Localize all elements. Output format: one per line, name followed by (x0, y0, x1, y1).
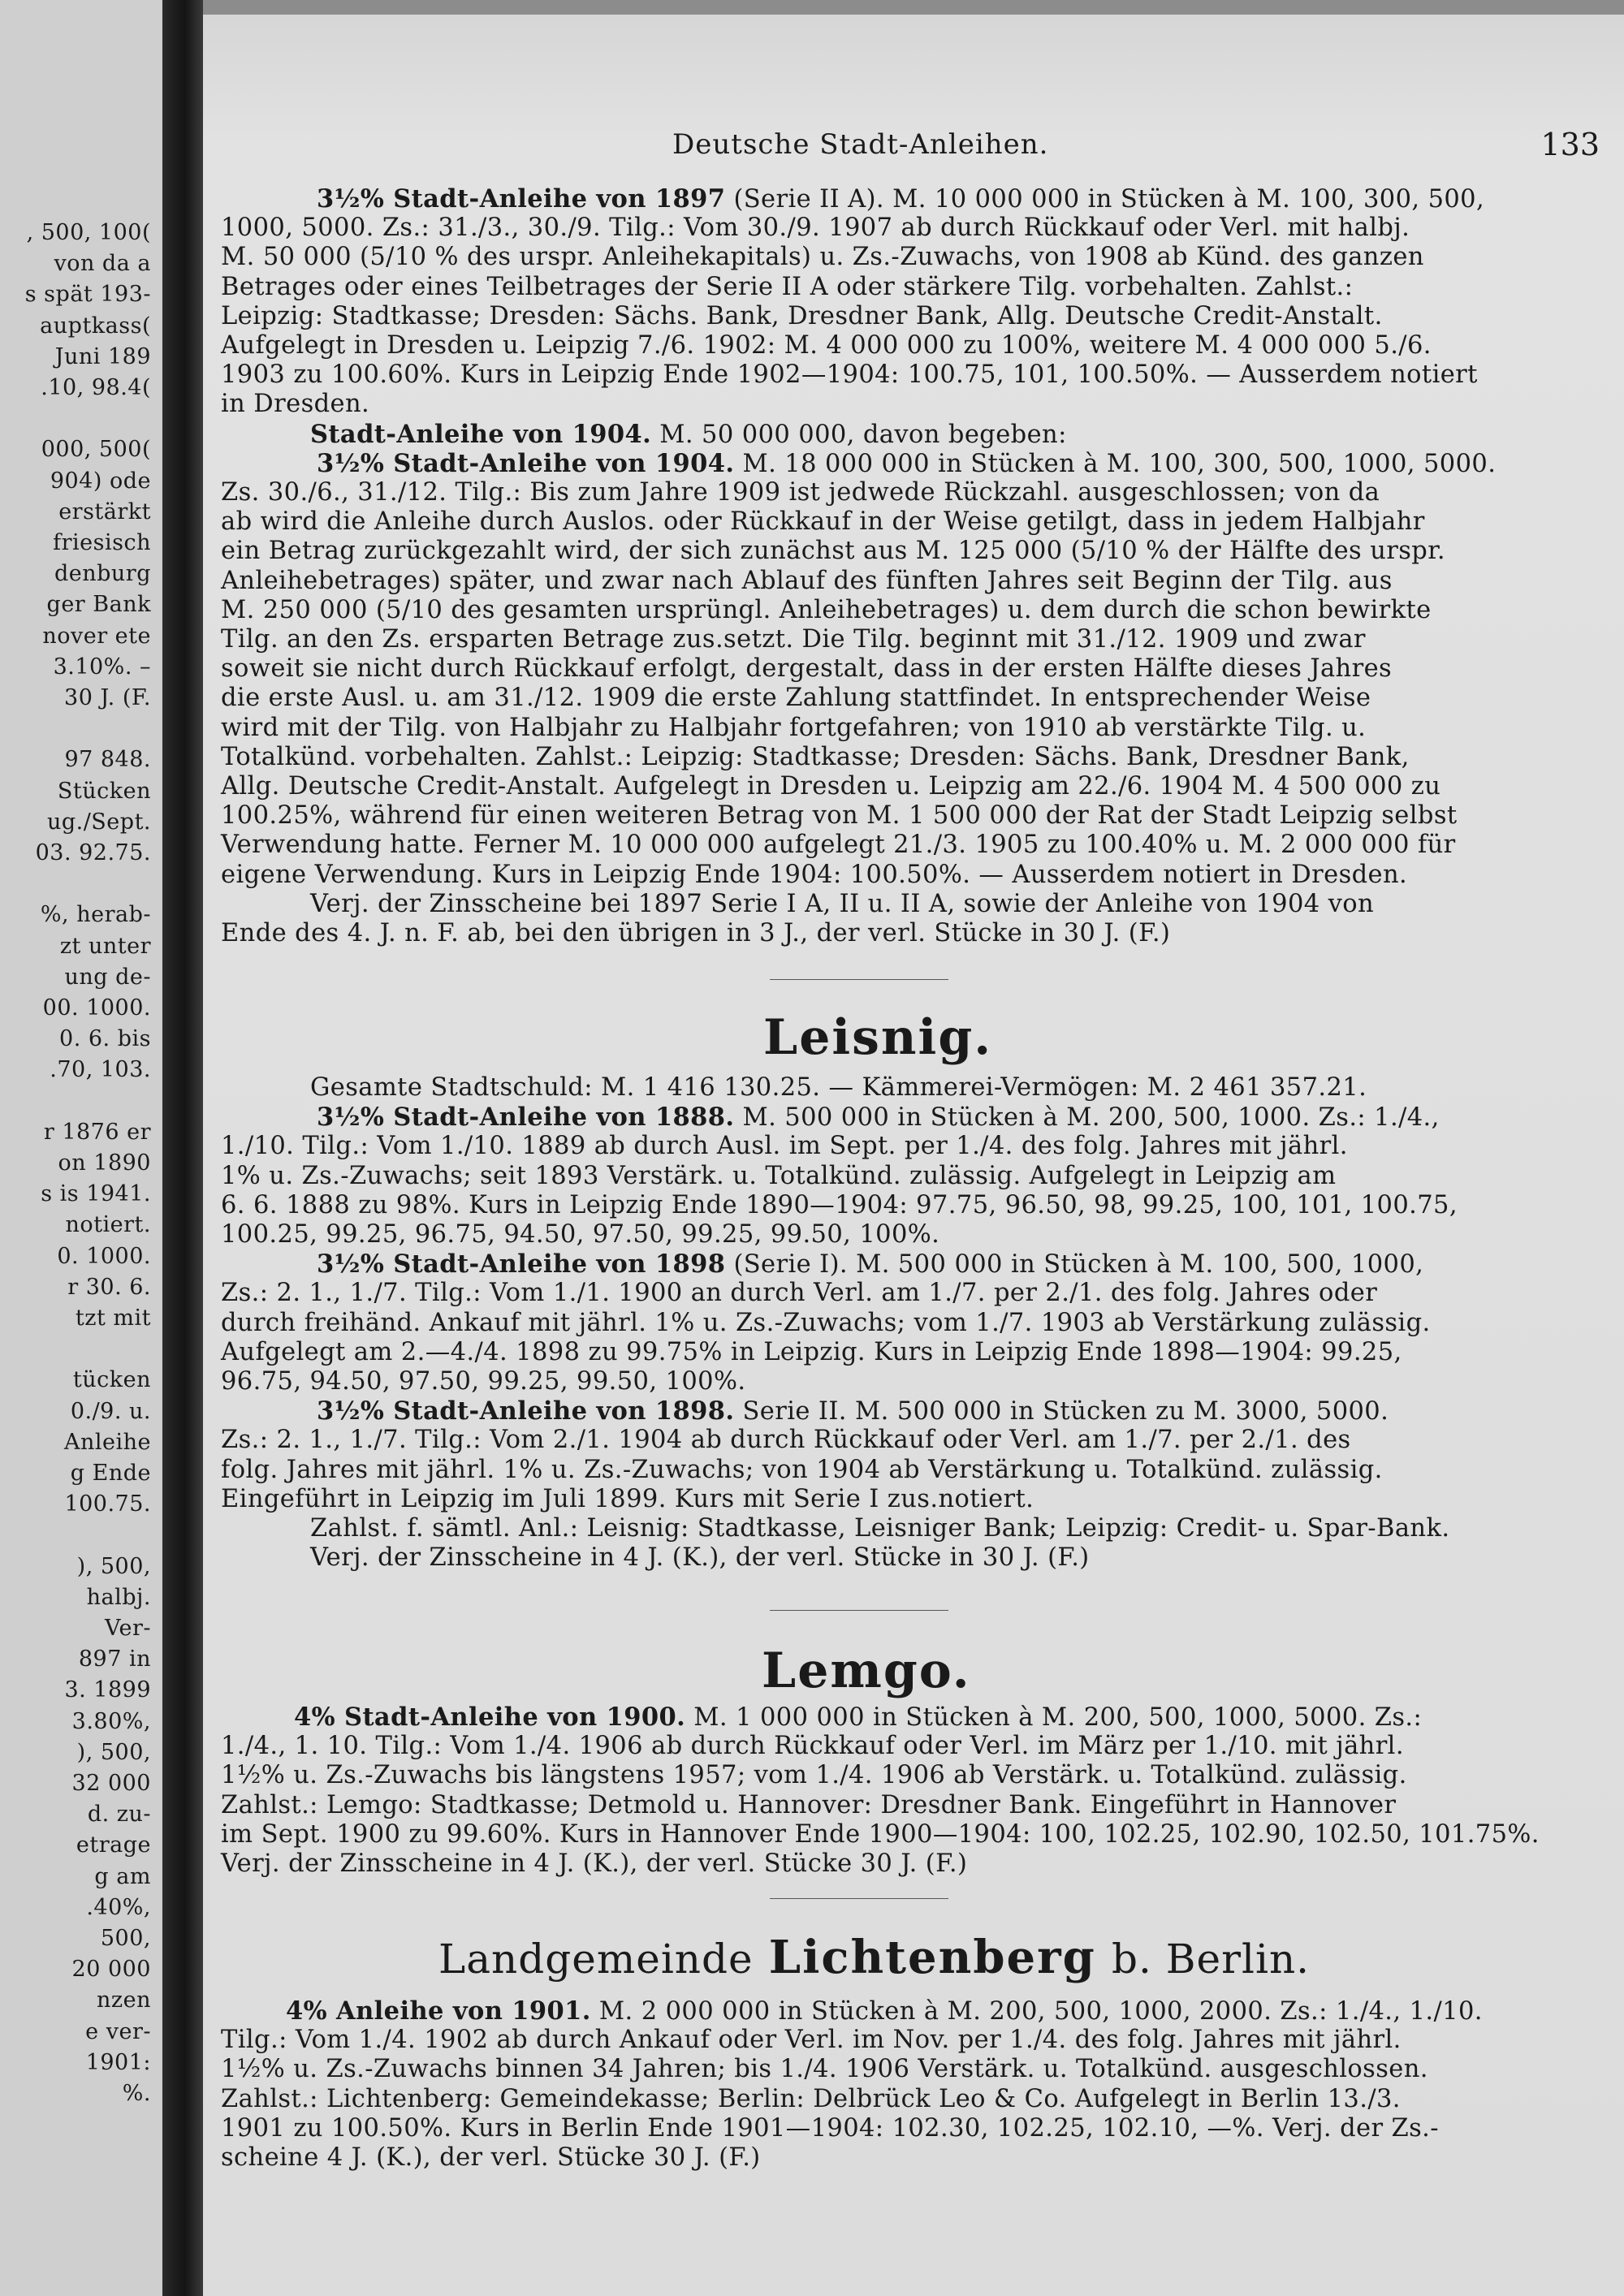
left-fragment-line: ug./Sept. (46, 809, 151, 835)
line-text: in Dresden. (221, 390, 370, 419)
text-line (221, 1368, 745, 1396)
left-fragment-line: nzen (97, 1987, 151, 2013)
text-line (221, 1762, 1407, 1789)
left-fragment-line: Stücken (57, 778, 151, 804)
left-fragment-line: 0. 6. bis (59, 1026, 151, 1052)
section-divider (770, 1610, 948, 1611)
text-line (221, 597, 1432, 624)
left-fragment-line: r 30. 6. (67, 1274, 151, 1300)
left-fragment-line: 30 J. (F. (64, 685, 151, 710)
text-line (221, 1426, 1351, 1454)
line-text: 1./4., 1. 10. Tilg.: Vom 1./4. 1906 ab durch Rückkauf oder Verl. im März per 1./10. mit jährl. (221, 1732, 1404, 1761)
text-line (221, 1792, 1396, 1819)
left-fragment-line: 897 in (78, 1646, 151, 1672)
left-fragment-line: ung de- (64, 964, 151, 990)
left-fragment-line: %, herab- (40, 902, 151, 928)
left-fragment-line: e ver- (85, 2018, 151, 2044)
left-fragment-line: 3.80%, (71, 1708, 151, 1734)
town-heading-leisnig: Leisnig. (763, 1009, 993, 1066)
line-text: die erste Ausl. u. am 31./12. 1909 die erste Zahlung stattfindet. In entsprechender Weise (221, 684, 1371, 713)
town-heading-lemgo: Lemgo. (762, 1642, 971, 1699)
left-fragment-line: etrage (76, 1832, 151, 1858)
left-fragment-line: friesisch (53, 530, 151, 555)
text-line (221, 2056, 1428, 2083)
left-fragment-line: .70, 103. (50, 1057, 151, 1083)
line-text: Zs.: 2. 1., 1./7. Tilg.: Vom 1./1. 1900 an durch Verl. am 1./7. per 2./1. des folg. Jahres oder (221, 1279, 1378, 1308)
left-fragment-line: r 1876 er (43, 1119, 151, 1145)
line-text: 100.25%, während für einen weiteren Betrag von M. 1 500 000 der Rat der Stadt Leipzig selbst (221, 801, 1458, 831)
line-text: (Serie I). M. 500 000 in Stücken à M. 100, 500, 1000, (725, 1250, 1424, 1280)
line-text: Tilg.: Vom 1./4. 1902 ab durch Ankauf oder Verl. im Nov. per 1./4. des folg. Jahres mit jährl. (221, 2026, 1402, 2055)
left-fragment-line: s spät 193- (24, 282, 151, 308)
line-text: Anleihebetrages) später, und zwar nach Ablauf des fünften Jahres seit Beginn der Tilg. aus (221, 566, 1393, 595)
left-fragment-line: notiert. (65, 1212, 151, 1238)
left-fragment-line: 904) ode (50, 468, 151, 494)
text-line (221, 244, 1424, 271)
left-fragment-line: , 500, 100( (26, 220, 151, 245)
line-text: 1901 zu 100.50%. Kurs in Berlin Ende 1901—1904: 102.30, 102.25, 102.10, —%. Verj. der Zs.- (221, 2113, 1439, 2143)
text-line (221, 1457, 1383, 1484)
text-line (221, 537, 1445, 565)
text-line (221, 479, 1380, 507)
text-line (317, 1397, 1389, 1426)
town-heading-lichtenberg (438, 1931, 1310, 1984)
heading-town: Lichtenberg (768, 1931, 1096, 1984)
text-line (221, 568, 1393, 595)
line-text: durch freihänd. Ankauf mit jährl. 1% u. Zs.-Zuwachs; vom 1./7. 1903 ab Verstärkung zulässig. (221, 1308, 1431, 1337)
heading-prefix: Landgemeinde (438, 1936, 754, 1983)
left-fragment-line: 03. 92.75. (35, 840, 151, 865)
line-text: wird mit der Tilg. von Halbjahr zu Halbjahr fortgefahren; von 1910 ab verstärkte Tilg. u. (221, 713, 1367, 742)
text-line (221, 2115, 1439, 2143)
loan-title: Stadt-Anleihe von 1904. (310, 419, 652, 449)
left-fragment-line: von da a (54, 251, 151, 277)
text-line (221, 2086, 1401, 2113)
text-line (221, 1821, 1540, 1849)
left-fragment-line: ), 500, (76, 1553, 151, 1579)
line-text: Verj. der Zinsscheine in 4 J. (K.), der verl. Stücke 30 J. (F.) (221, 1849, 968, 1878)
text-line (221, 1163, 1336, 1190)
line-text: 1% u. Zs.-Zuwachs; seit 1893 Verstärk. u. Totalkünd. zulässig. Aufgelegt in Leipzig am (221, 1161, 1337, 1190)
text-line (310, 891, 1374, 918)
left-fragment-line: denburg (54, 561, 151, 587)
running-head: Deutsche Stadt-Anleihen. (672, 128, 1049, 161)
loan-title: 4% Anleihe von 1901. (286, 1996, 591, 2026)
text-line (221, 214, 1410, 242)
left-fragment-line: 97 848. (64, 747, 151, 773)
line-text: Zahlst.: Lichtenberg: Gemeindekasse; Berlin: Delbrück Leo & Co. Aufgelegt in Berlin 13./3. (221, 2084, 1401, 2113)
left-fragment-line: 0./9. u. (70, 1398, 151, 1424)
left-fragment-line: .10, 98.4( (41, 375, 151, 400)
line-text: M. 50 000 000, davon begeben: (651, 420, 1067, 449)
left-fragment-line: erstärkt (58, 498, 151, 524)
line-text: M. 18 000 000 in Stücken à M. 100, 300, 500, 1000, 5000. (734, 449, 1497, 478)
left-fragment-line: %. (122, 2081, 151, 2106)
text-line (221, 1339, 1402, 1366)
text-line (221, 1486, 1034, 1513)
line-text: Gesamte Stadtschuld: M. 1 416 130.25. — Kämmerei-Vermögen: M. 2 461 357.21. (310, 1073, 1367, 1102)
line-text: folg. Jahres mit jährl. 1% u. Zs.-Zuwachs; von 1904 ab Verstärkung u. Totalkünd. zulässig. (221, 1455, 1383, 1484)
line-text: Ende des 4. J. n. F. ab, bei den übrigen in 3 J., der verl. Stücke in 30 J. (F.) (221, 919, 1171, 947)
left-fragment-line: g Ende (70, 1461, 151, 1486)
left-fragment-line: ger Bank (46, 592, 151, 618)
left-fragment-line: Anleihe (63, 1429, 151, 1455)
text-line (221, 303, 1383, 330)
line-text: Leipzig: Stadtkasse; Dresden: Sächs. Bank, Dresdner Bank, Allg. Deutsche Credit-Anstalt. (221, 301, 1383, 330)
main-page (203, 15, 1624, 2296)
line-text: M. 1 000 000 in Stücken à M. 200, 500, 1000, 5000. Zs.: (685, 1703, 1423, 1732)
text-line (221, 626, 1366, 654)
text-line (221, 1192, 1458, 1219)
line-text: Serie II. M. 500 000 in Stücken zu M. 3000, 5000. (734, 1397, 1389, 1426)
line-text: Aufgelegt am 2.—4./4. 1898 zu 99.75% in Leipzig. Kurs in Leipzig Ende 1898—1904: 99.25, (221, 1337, 1402, 1366)
left-fragment-line: s is 1941. (41, 1181, 151, 1207)
text-line (221, 655, 1392, 683)
line-text: M. 50 000 (5/10 % des urspr. Anleihekapitals) u. Zs.-Zuwachs, von 1908 ab Künd. des ganzen (221, 243, 1424, 272)
left-fragment-line: on 1890 (58, 1150, 151, 1176)
loan-title: 4% Stadt-Anleihe von 1900. (294, 1703, 686, 1732)
text-line (221, 744, 1410, 771)
text-line (221, 831, 1456, 859)
loan-title: 3½% Stadt-Anleihe von 1898 (317, 1249, 726, 1280)
line-text: 1903 zu 100.60%. Kurs in Leipzig Ende 1902—1904: 100.75, 101, 100.50%. — Ausserdem notiert (221, 360, 1478, 390)
text-line (221, 684, 1371, 712)
text-line (221, 861, 1407, 889)
line-text: Zahlst. f. sämtl. Anl.: Leisnig: Stadtkasse, Leisniger Bank; Leipzig: Credit- u. Spar-Bank. (310, 1514, 1450, 1543)
text-line (221, 332, 1432, 360)
left-fragment-line: 3. 1899 (64, 1677, 151, 1703)
text-line (221, 920, 1170, 947)
text-line (310, 1544, 1090, 1572)
left-fragment-line: Ver- (104, 1616, 151, 1641)
text-line (221, 1221, 939, 1249)
left-fragment-line: 3.10%. – (53, 654, 151, 680)
line-text: soweit sie nicht durch Rückkauf erfolgt, dergestalt, dass in der ersten Hälfte dieses Jahres (221, 654, 1393, 684)
heading-suffix: b. Berlin. (1111, 1936, 1311, 1983)
line-text: M. 2 000 000 in Stücken à M. 200, 500, 1000, 2000. Zs.: 1./4., 1./10. (590, 1997, 1483, 2026)
line-text: Aufgelegt in Dresden u. Leipzig 7./6. 1902: M. 4 000 000 zu 100%, weitere M. 4 000 000 5./6. (221, 331, 1432, 360)
text-line (221, 1133, 1348, 1160)
text-line (310, 421, 1067, 449)
line-text: 1./10. Tilg.: Vom 1./10. 1889 ab durch Ausl. im Sept. per 1./4. des folg. Jahres mit jährl. (221, 1132, 1348, 1161)
line-text: ab wird die Anleihe durch Auslos. oder Rückkauf in der Weise getilgt, dass in jedem Halbjahr (221, 507, 1425, 537)
text-line (221, 1310, 1431, 1337)
left-fragment-line: zt unter (59, 933, 151, 959)
line-text: 96.75, 94.50, 97.50, 99.25, 99.50, 100%. (221, 1367, 746, 1396)
text-line (221, 274, 1353, 301)
left-fragment-line: d. zu- (87, 1802, 151, 1828)
left-fragment-line: tücken (72, 1367, 151, 1393)
text-line (221, 2026, 1402, 2054)
left-fragment-line: 100.75. (64, 1491, 151, 1517)
left-fragment-line: 0. 1000. (57, 1243, 151, 1269)
line-text: 1½% u. Zs.-Zuwachs binnen 34 Jahren; bis 1./4. 1906 Verstärk. u. Totalkünd. ausgeschlossen. (221, 2055, 1428, 2084)
loan-title: 3½% Stadt-Anleihe von 1898. (317, 1396, 735, 1426)
line-text: Zs. 30./6., 31./12. Tilg.: Bis zum Jahre 1909 ist jedwede Rückzahl. ausgeschlossen; von da (221, 478, 1380, 507)
text-line (221, 1280, 1377, 1307)
section-divider (770, 1898, 948, 1899)
text-line (221, 1850, 967, 1878)
left-fragment-line: g am (94, 1863, 151, 1889)
left-fragment-line: Juni 189 (54, 343, 151, 369)
text-line (317, 1103, 1440, 1132)
line-text: Verj. der Zinsscheine bei 1897 Serie I A, II u. II A, sowie der Anleihe von 1904 von (310, 889, 1375, 918)
line-text: Allg. Deutsche Credit-Anstalt. Aufgelegt in Dresden u. Leipzig am 22./6. 1904 M. 4 500 000 zu (221, 772, 1441, 801)
text-line (317, 1250, 1423, 1279)
text-line (310, 1515, 1449, 1543)
line-text: im Sept. 1900 zu 99.60%. Kurs in Hannover Ende 1900—1904: 100, 102.25, 102.90, 102.50, 101.75%. (221, 1819, 1540, 1849)
left-fragment-line: 1901: (85, 2049, 151, 2075)
text-line (221, 391, 369, 418)
text-line (221, 361, 1478, 389)
line-text: Zahlst.: Lemgo: Stadtkasse; Detmold u. Hannover: Dresdner Bank. Eingeführt in Hannover (221, 1790, 1397, 1819)
text-line (221, 508, 1425, 536)
line-text: ein Betrag zurückgezahlt wird, der sich zunächst aus M. 125 000 (5/10 % der Hälfte des urspr. (221, 537, 1445, 566)
line-text: 1½% u. Zs.-Zuwachs bis längstens 1957; vom 1./4. 1906 ab Verstärk. u. Totalkünd. zulässig. (221, 1761, 1407, 1790)
left-fragment-line: 20 000 (71, 1957, 151, 1983)
left-fragment-line: tzt mit (75, 1306, 151, 1331)
line-text: 6. 6. 1888 zu 98%. Kurs in Leipzig Ende 1890—1904: 97.75, 96.50, 98, 99.25, 100, 101, 100.75, (221, 1190, 1458, 1219)
line-text: Zs.: 2. 1., 1./7. Tilg.: Vom 2./1. 1904 ab durch Rückkauf oder Verl. am 1./7. per 2./1. des (221, 1426, 1351, 1455)
loan-title: 3½% Stadt-Anleihe von 1888. (317, 1103, 735, 1133)
text-line (221, 1733, 1404, 1760)
section-divider (770, 979, 948, 980)
line-text: M. 500 000 in Stücken à M. 200, 500, 1000. Zs.: 1./4., (734, 1103, 1440, 1133)
left-fragment-line: auptkass( (40, 313, 151, 339)
text-line (294, 1703, 1422, 1732)
line-text: Tilg. an den Zs. ersparten Betrage zus.setzt. Die Tilg. beginnt mit 31./12. 1909 und zwar (221, 625, 1366, 654)
line-text: 1000, 5000. Zs.: 31./3., 30./9. Tilg.: Vom 30./9. 1907 ab durch Rückkauf oder Verl. mit halbj. (221, 214, 1410, 243)
text-line (221, 714, 1366, 742)
left-fragment-line: 00. 1000. (42, 995, 151, 1021)
text-line (221, 773, 1440, 801)
text-line (310, 1074, 1367, 1102)
line-text: Verj. der Zinsscheine in 4 J. (K.), der verl. Stücke in 30 J. (F.) (310, 1543, 1090, 1573)
left-fragment-line: nover ete (42, 623, 151, 649)
text-line (317, 450, 1496, 478)
line-text: scheine 4 J. (K.), der verl. Stücke 30 J. (F.) (221, 2143, 761, 2172)
left-fragment-line: 000, 500( (41, 437, 151, 463)
left-fragment-line: 32 000 (71, 1771, 151, 1796)
left-page-fragment (0, 0, 162, 2296)
page-number: 133 (1540, 127, 1600, 162)
line-text: M. 250 000 (5/10 des gesamten ursprüngl. Anleihebetrages) u. dem durch die schon bewirkte (221, 595, 1432, 624)
line-text: 100.25, 99.25, 96.75, 94.50, 97.50, 99.25, 99.50, 100%. (221, 1220, 940, 1249)
line-text: eigene Verwendung. Kurs in Leipzig Ende 1904: 100.50%. — Ausserdem notiert in Dresden. (221, 860, 1408, 889)
left-fragment-line: ), 500, (76, 1739, 151, 1765)
left-fragment-line: .40%, (86, 1894, 151, 1920)
text-line (221, 2144, 761, 2172)
text-line (317, 185, 1484, 214)
line-text: Verwendung hatte. Ferner M. 10 000 000 aufgelegt 21./3. 1905 zu 100.40% u. M. 2 000 000 für (221, 831, 1456, 860)
loan-title: 3½% Stadt-Anleihe von 1904. (317, 448, 735, 478)
left-fragment-line: 500, (100, 1926, 151, 1951)
line-text: Eingeführt in Leipzig im Juli 1899. Kurs mit Serie I zus.notiert. (221, 1484, 1034, 1513)
book-gutter (162, 0, 203, 2296)
line-text: Totalkünd. vorbehalten. Zahlst.: Leipzig: Stadtkasse; Dresden: Sächs. Bank, Dresdner Bank, (221, 742, 1410, 771)
line-text: Betrages oder eines Teilbetrages der Serie II A oder stärkere Tilg. vorbehalten. Zahlst.: (221, 272, 1354, 301)
loan-title: 3½% Stadt-Anleihe von 1897 (317, 184, 726, 214)
text-line (221, 802, 1458, 830)
line-text: (Serie II A). M. 10 000 000 in Stücken à M. 100, 300, 500, (725, 185, 1485, 214)
text-line (286, 1997, 1483, 2026)
left-fragment-line: halbj. (86, 1584, 151, 1610)
